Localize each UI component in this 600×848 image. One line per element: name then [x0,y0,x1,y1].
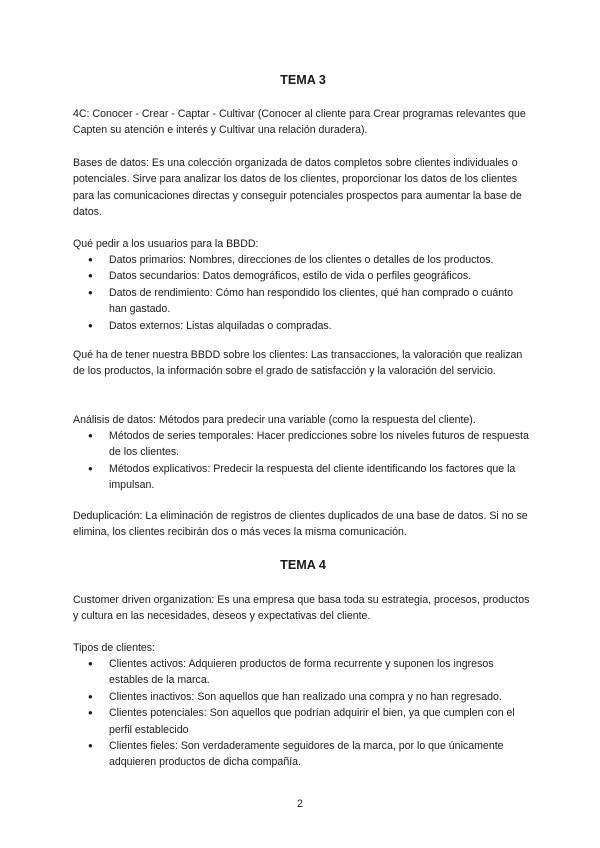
page-number: 2 [297,798,303,810]
list-item: ● Métodos explicativos: Predecir la respuesta del cliente identificando los factores que la impulsan. [73,461,533,494]
pedir-bbdd-list [73,252,533,334]
intro-4c-paragraph: 4C: Conocer - Crear - Captar - Cultivar (Conocer al cliente para Crear programas relevantes que Capten su atención e interés y Cultivar una relación duradera). [73,108,526,137]
list-item: ● Clientes activos: Adquieren productos de forma recurrente y suponen los ingresos estables de la marca. [73,656,533,689]
tema3-heading: TEMA 3 [280,73,326,87]
list-item: ● Datos de rendimiento: Cómo han respondido los clientes, qué han comprado o cuánto han gastado. [73,285,533,318]
bases-de-datos-paragraph: Bases de datos: Es una colección organizada de datos completos sobre clientes individuales o potenciales. Sirve para analizar los datos de los clientes, proporcionar los datos de los clientes para las comunicaciones directas y conseguir potenciales prospectos para aumentar la base de datos. [73,157,522,219]
list-item: ● Datos externos: Listas alquiladas o compradas. [73,318,533,334]
list-item: ● Clientes inactivos: Son aquellos que han realizado una compra y no han regresado. [73,689,533,705]
analisis-datos-list [73,428,533,494]
tipos-clientes-list [73,656,533,771]
list-item: ● Métodos de series temporales: Hacer predicciones sobre los niveles futuros de respuesta de los clientes. [73,428,533,461]
tipos-clientes-label: Tipos de clientes: [73,642,156,654]
pedir-bbdd-label: Qué pedir a los usuarios para la BBDD: [73,238,259,250]
analisis-datos-label: Análisis de datos: Métodos para predecir una variable (como la respuesta del cliente). [73,414,476,426]
list-item: ● Datos primarios: Nombres, direcciones de los clientes o detalles de los productos. [73,252,533,268]
list-item: ● Clientes fieles: Son verdaderamente seguidores de la marca, por lo que únicamente adquieren productos de dicha compañía. [73,738,533,771]
customer-driven-paragraph: Customer driven organization: Es una empresa que basa toda su estrategia, procesos, productos y cultura en las necesidades, deseos y expectativas del cliente. [73,594,530,623]
tener-bbdd-paragraph: Qué ha de tener nuestra BBDD sobre los clientes: Las transacciones, la valoración que realizan de los productos, la información sobre el grado de satisfacción y la valoración del servicio. [73,349,523,378]
list-item: ● Datos secundarios: Datos demográficos, estilo de vida o perfiles geográficos. [73,268,533,284]
tema4-heading: TEMA 4 [280,558,326,572]
list-item: ● Clientes potenciales: Son aquellos que podrían adquirir el bien, ya que cumplen con el perfil establecido [73,705,533,738]
deduplicacion-paragraph: Deduplicación: La eliminación de registros de clientes duplicados de una base de datos. Si no se elimina, los clientes recibirán dos o más veces la misma comunicación. [73,510,528,539]
